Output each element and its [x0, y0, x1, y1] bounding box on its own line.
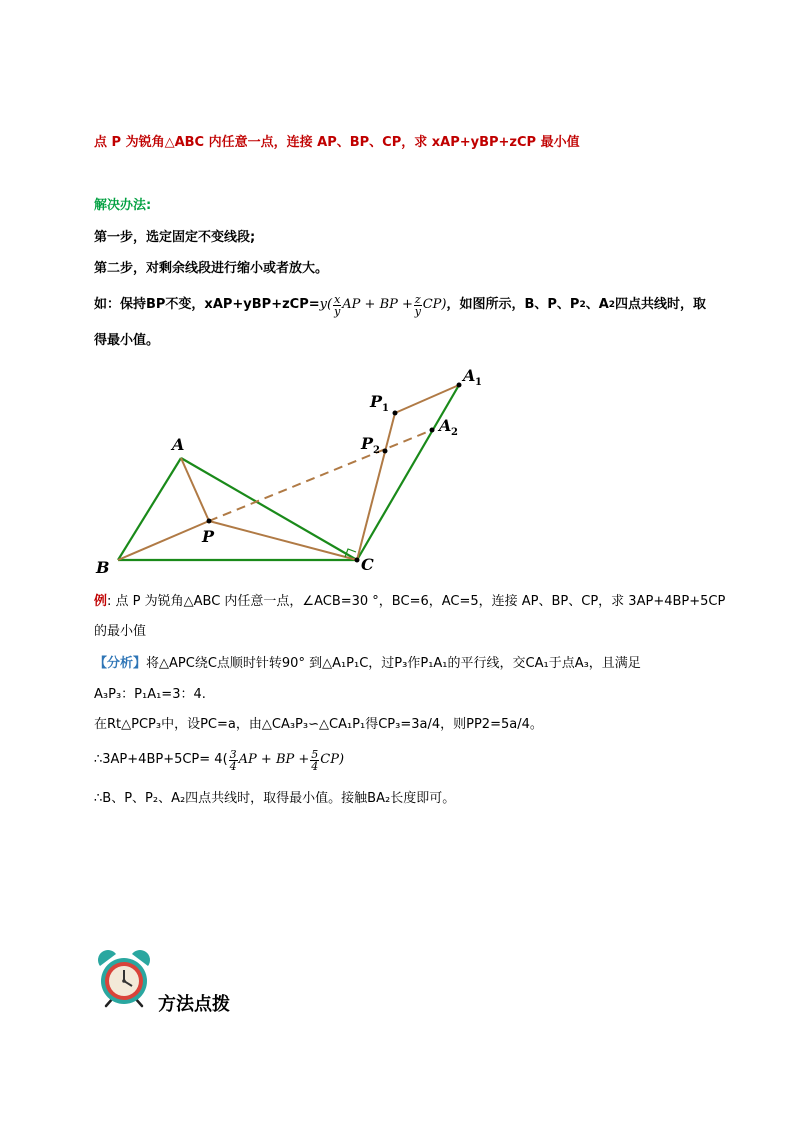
analysis-line1: [94, 655, 641, 673]
segment-AP: [181, 458, 209, 521]
example-text1: : 点 P 为锐角△ABC 内任意一点，∠ACB=30 °，BC=6，AC=5，连接 AP、BP、CP，求 3AP+4BP+5CP: [107, 594, 726, 609]
label-A2-sub: 2: [451, 427, 458, 438]
point-A1: [457, 383, 462, 388]
label-C: C: [361, 555, 374, 574]
eg-suffix3: 四点共线时，取: [615, 297, 707, 312]
method-eg-line2: 得最小值。: [94, 333, 160, 348]
segment-PC: [209, 521, 357, 560]
line4-mid: AP + BP +: [238, 752, 310, 767]
label-A1: A: [463, 366, 476, 385]
eg-frac1-den: y: [334, 304, 341, 318]
label-P: P: [202, 527, 215, 546]
eg-sub2: 2: [579, 300, 586, 310]
segment-AB: [118, 458, 181, 560]
point-P2: [383, 449, 388, 454]
eg-end: CP): [422, 297, 447, 312]
analysis-line4: [94, 743, 344, 777]
analysis-line2: A₃P₃：P₁A₁=3：4.: [94, 687, 206, 702]
point-P: [207, 519, 212, 524]
example-line2: 的最小值: [94, 624, 147, 639]
label-P2: P: [361, 434, 374, 453]
point-P1: [393, 411, 398, 416]
segment-P1A1: [395, 385, 459, 413]
line4-frac1: [229, 749, 238, 772]
line4-end: CP): [320, 752, 345, 767]
line4-frac1-num: 3: [229, 747, 237, 761]
analysis-line5: ∴B、P、P₂、A₂四点共线时，取得最小值。接触BA₂长度即可。: [94, 791, 456, 806]
line4-frac2-den: 4: [311, 759, 319, 773]
label-A2: A: [439, 416, 452, 435]
label-B: B: [96, 558, 110, 577]
eg-sub2b: 2: [608, 300, 616, 310]
alarm-clock-icon: [96, 946, 156, 1010]
eg-frac2-den: y: [414, 304, 421, 318]
analysis-line3: 在Rt△PCP₃中，设PC=a，由△CA₃P₃∽△CA₁P₁得CP₃=3a/4，则PP2=5a/4。: [94, 717, 543, 732]
example-line1: [94, 593, 725, 611]
line4-frac2: [310, 749, 319, 772]
analysis-tag: 【分析】: [94, 656, 147, 671]
label-A1-sub: 1: [475, 377, 482, 388]
eg-suffix2: 、A: [585, 297, 609, 312]
problem-title: 点 P 为锐角△ABC 内任意一点，连接 AP、BP、CP，求 xAP+yBP+zCP 最小值: [94, 135, 580, 150]
method-step2: 第二步，对剩余线段进行缩小或者放大。: [94, 261, 329, 276]
eg-frac2-num: z: [414, 292, 421, 306]
point-C: [355, 558, 360, 563]
line4-frac2-num: 5: [311, 747, 319, 761]
eg-frac1-num: x: [334, 292, 341, 306]
line4-frac1-den: 4: [229, 759, 237, 773]
label-A: A: [172, 435, 185, 454]
line4-prefix: ∴3AP+4BP+5CP= 4(: [94, 752, 228, 767]
eg-y: y(: [319, 297, 333, 312]
section-title: 方法点拨: [158, 994, 230, 1015]
eg-prefix: 如：保持BP不变，xAP+yBP+zCP=: [94, 297, 320, 312]
point-A2: [430, 428, 435, 433]
eg-suffix: ，如图所示，B、P、P: [446, 297, 580, 312]
segment-CA1: [357, 385, 459, 560]
segment-P-A2-dashed: [209, 430, 432, 521]
example-label: 例: [94, 594, 108, 609]
method-step1: 第一步，选定固定不变线段;: [94, 230, 256, 245]
eg-mid: AP + BP +: [342, 297, 413, 312]
segment-BP: [118, 521, 209, 560]
label-P2-sub: 2: [373, 445, 380, 456]
analysis-text1: 将△APC绕C点顺时针转90° 到△A₁P₁C，过P₃作P₁A₁的平行线，交CA₁于点A₃，且满足: [146, 656, 641, 671]
label-P1: P: [370, 392, 383, 411]
label-P1-sub: 1: [382, 403, 389, 414]
method-heading: 解决办法:: [94, 198, 152, 213]
